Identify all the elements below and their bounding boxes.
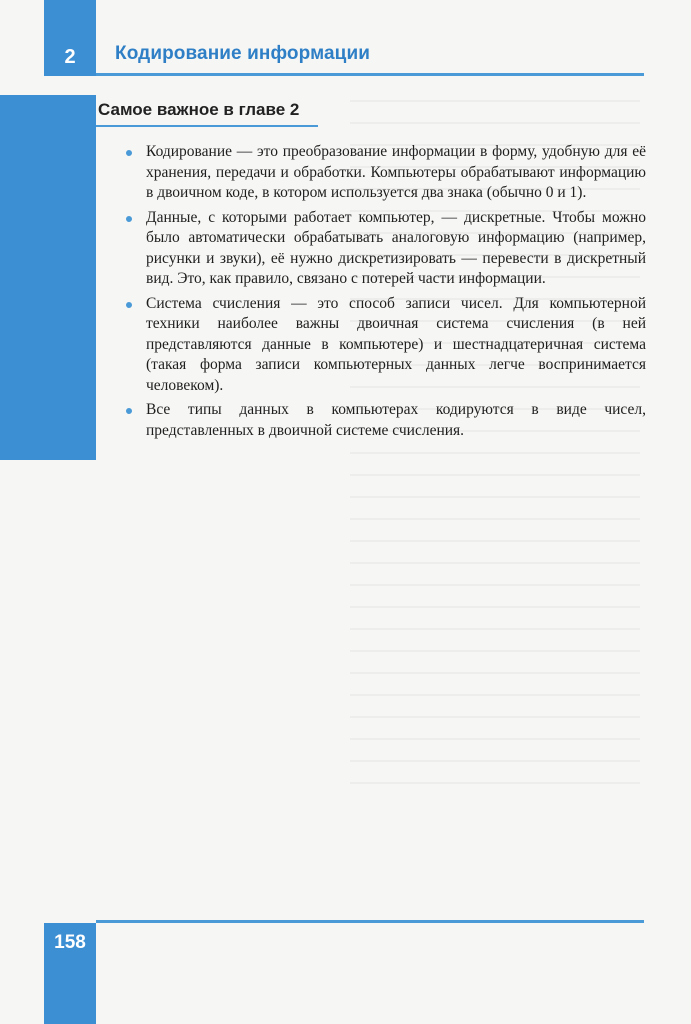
side-color-band [0,95,96,460]
bullet-dot-icon [126,408,132,414]
header-divider [96,73,644,76]
chapter-number: 2 [64,46,76,68]
section-title: Самое важное в главе 2 [98,100,300,119]
section-title-underline [96,125,318,127]
page-number: 158 [54,932,86,953]
bullet-dot-icon [126,216,132,222]
list-item-text: Данные, с которыми работает компьютер, — дискретные. Чтобы можно было автоматически обрабатывать аналоговую информацию (например, рисунки и звуки), её нужно дискретизировать — перевести в дискретный вид. Это, как правило, связано с потерей части информации. [146,208,646,287]
summary-list [126,142,646,445]
list-item [126,142,646,204]
list-item-text: Все типы данных в компьютерах кодируются в виде чисел, представленных в двоичной системе счисления. [146,401,646,439]
bullet-dot-icon [126,150,132,156]
list-item-text: Система счисления — это способ записи чисел. Для компьютерной техники наиболее важны двоичная система счисления (в ней представляются данные в компьютере) и шестнадцатеричная система (такая форма записи компьютерных данных легче воспринимается человеком). [146,294,646,394]
list-item-text: Кодирование — это преобразование информации в форму, удобную для её хранения, передачи и обработки. Компьютеры обрабатывают информацию в двоичном коде, в котором используется два знака (обычно 0 и 1). [146,143,646,201]
list-item [126,400,646,441]
bullet-dot-icon [126,302,132,308]
chapter-title: Кодирование информации [115,43,371,64]
list-item [126,294,646,397]
list-item [126,208,646,290]
footer-divider [96,920,644,923]
